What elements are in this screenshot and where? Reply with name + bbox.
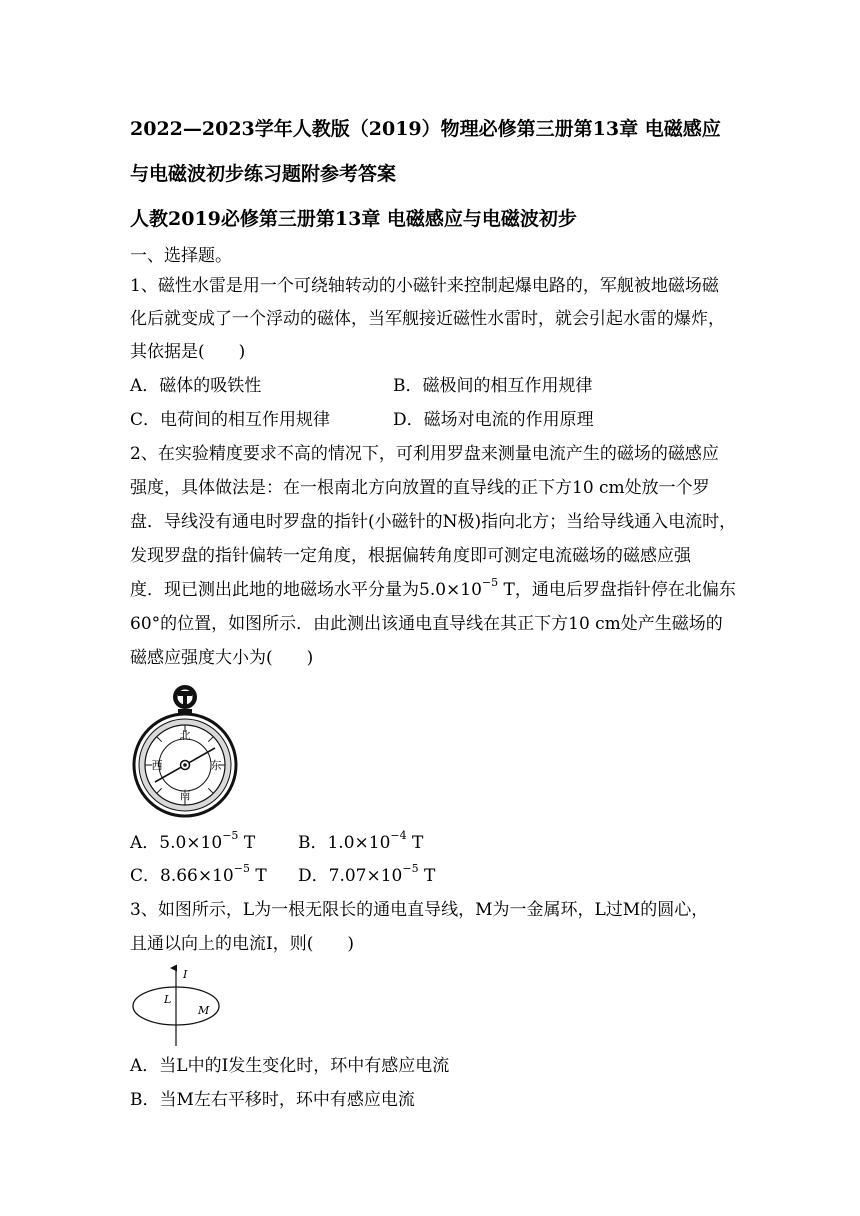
q3-text-line-1: 3、如图所示，L为一根无限长的通电直导线，M为一金属环，L过M的圆心， [130, 900, 709, 920]
compass-hanger [173, 685, 197, 714]
compass-label-west: 西 [151, 759, 163, 772]
q1-option-a: A．磁体的吸铁性 [130, 376, 262, 396]
q2-text-line-2: 强度，具体做法是：在一根南北方向放置的直导线的正下方10 cm处放一个罗 [130, 478, 710, 498]
wire-label-L: L [164, 993, 172, 1006]
q2-text-line-4: 发现罗盘的指针偏转一定角度，根据偏转角度即可测定电流磁场的磁感应强 [130, 546, 691, 566]
ring-label-M: M [198, 1004, 210, 1017]
q2-text-line-3: 盘．导线没有通电时罗盘的指针(小磁针的N极)指向北方；当给导线通入电流时， [130, 512, 737, 532]
q1-text-line-1: 1、磁性水雷是用一个可绕轴转动的小磁针来控制起爆电路的，军舰被地磁场磁 [130, 276, 719, 296]
q1-text-line-2: 化后就变成了一个浮动的磁体，当军舰接近磁性水雷时，就会引起水雷的爆炸， [130, 309, 725, 329]
document-subtitle: 人教2019必修第三册第13章 电磁感应与电磁波初步 [130, 208, 577, 230]
compass-figure [128, 683, 243, 818]
q1-option-c: C．电荷间的相互作用规律 [130, 410, 331, 430]
q2-text-line-1: 2、在实验精度要求不高的情况下，可利用罗盘来测量电流产生的磁场的磁感应 [130, 444, 719, 464]
q2-option-a: A．$5.0\times 10^{-5}$ T [130, 829, 256, 853]
current-label-I: I [183, 968, 188, 981]
q3-text-line-2: 且通以向上的电流I，则( ) [130, 934, 354, 954]
q2-text-line-5: 度．现已测出此地的地磁场水平分量为$5.0\times 10^{-5}$ T，通电后罗盘指针停在北偏东 [130, 576, 736, 600]
q1-text-line-3: 其依据是( ) [130, 342, 246, 362]
q3-option-b: B．当M左右平移时，环中有感应电流 [130, 1090, 415, 1110]
wire-ring-figure [128, 962, 228, 1050]
q1-option-d: D．磁场对电流的作用原理 [393, 410, 594, 430]
q1-option-b: B．磁极间的相互作用规律 [393, 376, 593, 396]
compass-label-south: 南 [179, 789, 191, 802]
q2-text-line-6: 60°的位置，如图所示．由此测出该通电直导线在其正下方10 cm处产生磁场的 [130, 614, 723, 634]
q2-text-line-7: 磁感应强度大小为( ) [130, 648, 314, 668]
q2-option-d: D．$7.07\times 10^{-5}$ T [298, 862, 436, 886]
document-title-line-1: 2022—2023学年人教版（2019）物理必修第三册第13章 电磁感应 [130, 118, 721, 140]
q2-option-c: C．$8.66\times 10^{-5}$ T [130, 862, 267, 886]
document-title-line-2: 与电磁波初步练习题附参考答案 [130, 163, 397, 185]
section-heading: 一、选择题。 [130, 246, 232, 266]
compass-label-east: 东 [210, 759, 222, 772]
compass-label-north: 北 [179, 729, 191, 742]
q3-option-a: A．当L中的I发生变化时，环中有感应电流 [130, 1056, 450, 1076]
q2-option-b: B．$1.0\times 10^{-4}$ T [298, 829, 424, 853]
